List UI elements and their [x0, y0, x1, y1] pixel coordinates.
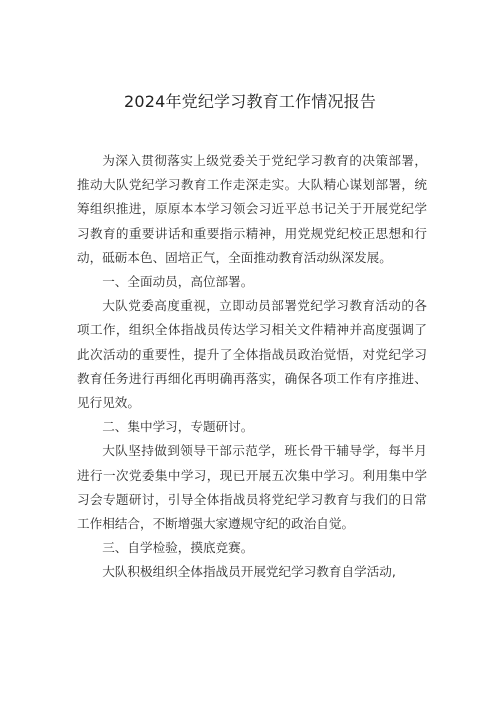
section-2-paragraph: 大队坚持做到领导干部示范学，班长骨干辅导学，每半月进行一次党委集中学习，现已开展五次集中学习。利用集中学习会专题研讨，引导全体指战员将党纪学习教育与我们的日常工作相结合，不断增强大家遵规守纪的政治自觉。: [77, 443, 427, 532]
intro-paragraph: 为深入贯彻落实上级党委关于党纪学习教育的决策部署，推动大队党纪学习教育工作走深走实。大队精心谋划部署，统筹组织推进，原原本本学习领会习近平总书记关于开展党纪学习教育的重要讲话和重要指示精神，用党规党纪校正思想和行动，砥砺本色、固培正气，全面推动教育活动纵深发展。: [77, 153, 427, 265]
document-title: 2024年党纪学习教育工作情况报告: [123, 92, 377, 111]
section-3-heading: 三、自学检验，摸底竞赛。: [102, 540, 254, 556]
section-3-paragraph: 大队积极组织全体指战员开展党纪学习教育自学活动,: [102, 564, 396, 580]
document-body: [77, 149, 427, 585]
section-1-paragraph: 大队党委高度重视，立即动员部署党纪学习教育活动的各项工作，组织全体指战员传达学习相关文件精神并高度强调了此次活动的重要性，提升了全体指战员政治觉悟，对党纪学习教育任务进行再细化再明确再落实，确保各项工作有序推进、见行见效。: [77, 298, 427, 411]
section-1-heading: 一、全面动员，高位部署。: [102, 274, 254, 290]
section-2-heading: 二、集中学习，专题研讨。: [102, 419, 254, 435]
